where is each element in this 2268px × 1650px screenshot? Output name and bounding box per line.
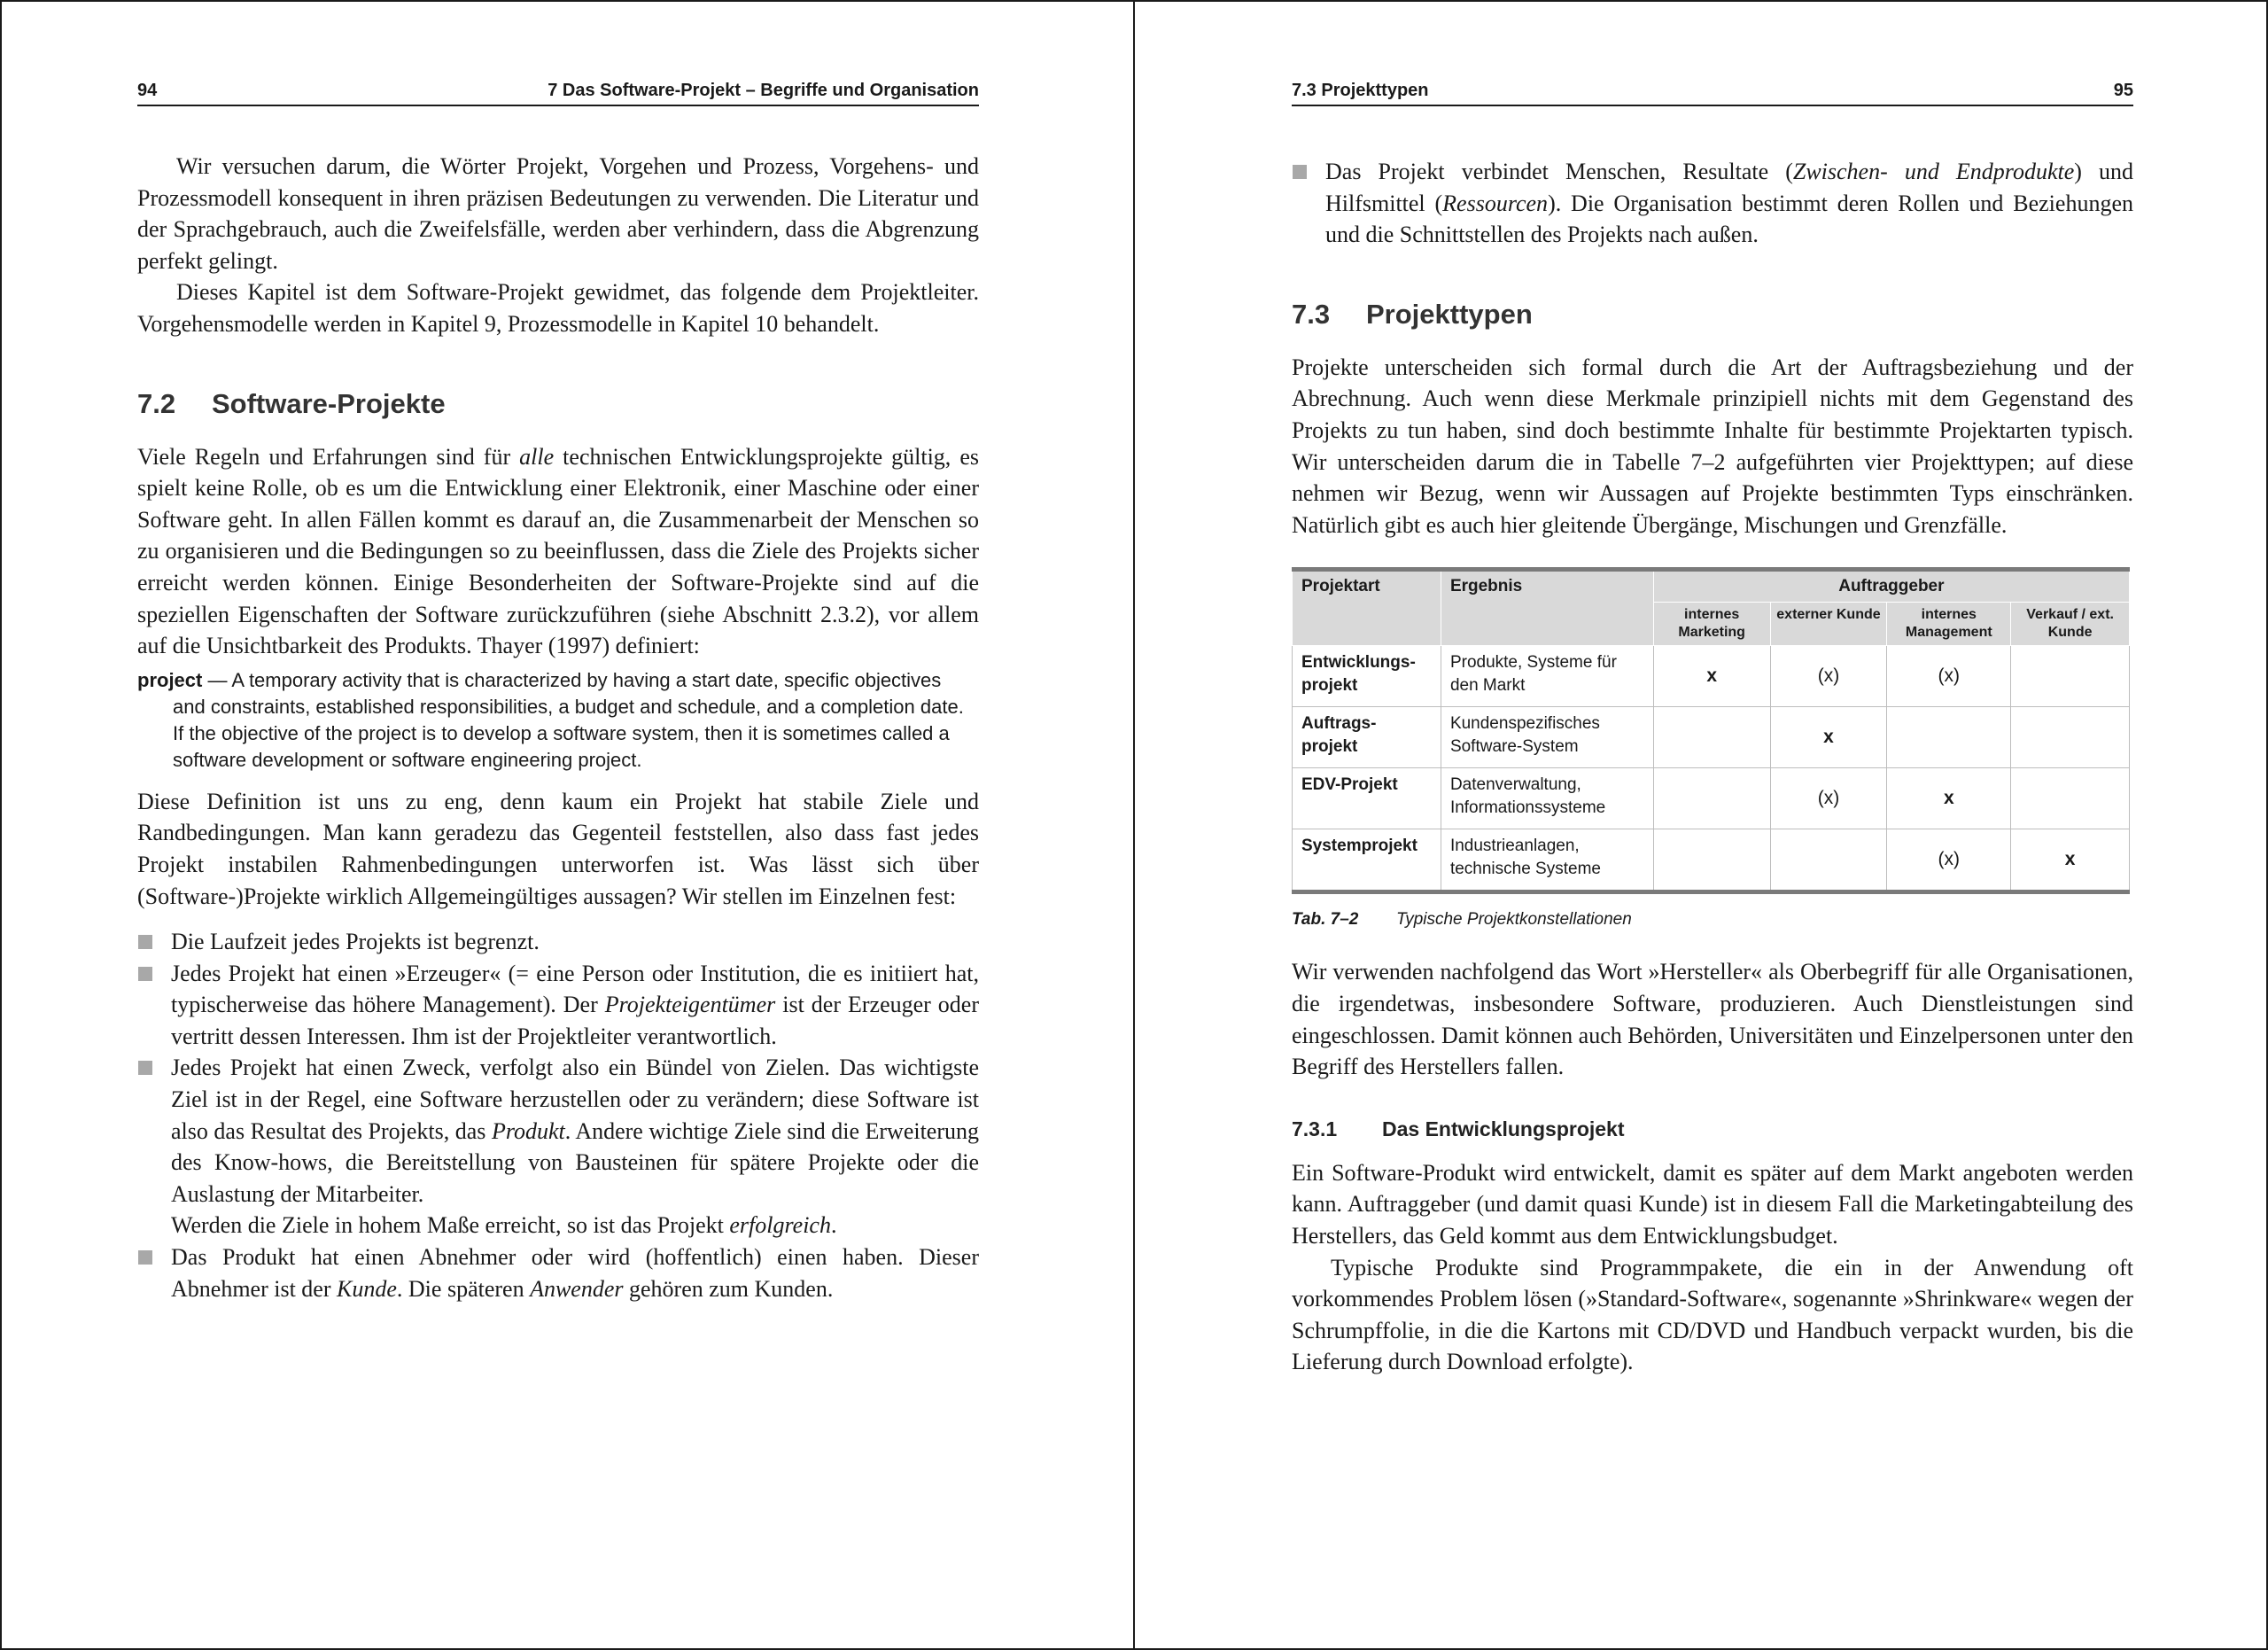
cell-projektart: Entwicklungs-projekt — [1293, 646, 1441, 707]
cell-ergebnis: Produkte, Systeme für den Markt — [1441, 646, 1653, 707]
cell-auftraggeber-mark: (x) — [1770, 646, 1887, 707]
cell-auftraggeber-mark — [1653, 768, 1770, 829]
body-paragraph: Projekte unterscheiden sich formal durch die Art der Auftragsbeziehung und der Abrechnung. Auch wenn diese Merkmale prinzipiell nichts mit dem Gegenstand des Projekts zu tun haben, sind doch bestimmte Inhalte für bestimmte Projektarten typisch. Wir unterscheiden darum die in Tabelle 7–2 aufgeführten vier Projekttypen; auf diese nehmen wir Bezug, wenn wir Aussagen auf Projekte bestimmten Typs einschränken. Natürlich gibt es auch hier gleitende Übergänge, Mischungen und Grenzfälle. — [1292, 354, 2133, 538]
section-number: 7.3 — [1292, 298, 1331, 330]
page-number: 94 — [137, 81, 158, 100]
cell-auftraggeber-mark — [1770, 829, 1887, 892]
section-number: 7.2 — [137, 387, 176, 419]
table-row — [1293, 707, 2130, 768]
right-page-content — [1292, 156, 2133, 1378]
table-subheader: externer Kunde — [1770, 603, 1887, 646]
cell-auftraggeber-mark — [1653, 707, 1770, 768]
definition-term: project — [137, 668, 203, 691]
list-item: Die Laufzeit jedes Projekts ist begrenzt. — [137, 926, 979, 958]
cell-projektart: Systemprojekt — [1293, 829, 1441, 892]
section-title: Software-Projekte — [212, 387, 446, 419]
list-item: Jedes Projekt hat einen Zweck, verfolgt also ein Bündel von Zielen. Das wichtigste Ziel ist in der Regel, eine Software herzustellen oder zu verändern; diese Software ist also das Resultat des Projekts, das Produkt. Andere wichtige Ziele sind die Erweiterung des Know-hows, die Bereitstellung von Bausteinen für spätere Projekte oder die Auslastung der Mitarbeiter. Werden die Ziele in hohem Maße erreicht, so ist das Projekt erfolgreich. — [137, 1052, 979, 1241]
cell-projektart: EDV-Projekt — [1293, 768, 1441, 829]
section-title: Projekttypen — [1366, 298, 1533, 330]
cell-auftraggeber-mark: x — [2011, 829, 2130, 892]
bullet-list — [1292, 156, 2133, 251]
chapter-title: 7 Das Software-Projekt – Begriffe und Organisation — [548, 81, 979, 100]
cell-auftraggeber-mark — [1653, 829, 1770, 892]
cell-auftraggeber-mark — [2011, 768, 2130, 829]
table-header-auftraggeber: Auftraggeber — [1653, 570, 2129, 603]
list-item: Das Projekt verbindet Menschen, Resultate (Zwischen- und Endprodukte) und Hilfsmittel (Ressourcen). Die Organisation bestimmt deren Rollen und Beziehungen und die Schnittstellen des Projekts nach außen. — [1292, 156, 2133, 251]
cell-auftraggeber-mark: (x) — [1770, 768, 1887, 829]
section-heading — [1292, 297, 2133, 332]
cell-ergebnis: Kundenspezifisches Software-System — [1441, 707, 1653, 768]
body-paragraph: Diese Definition ist uns zu eng, denn kaum ein Projekt hat stabile Ziele und Randbedingungen. Man kann geradezu das Gegenteil feststellen, also dass fast jedes Projekt instabilen Rahmenbedingungen unterworfen ist. Was lässt sich über (Software-)Projekte wirklich Allgemeingültiges aussagen? Wir stellen im Einzelnen fest: — [137, 788, 979, 909]
intro-paragraph: Dieses Kapitel ist dem Software-Projekt gewidmet, das folgende dem Projektleiter. Vorgehensmodelle werden in Kapitel 9, Prozessmodelle in Kapitel 10 behandelt. — [137, 279, 979, 337]
intro-paragraph: Wir versuchen darum, die Wörter Projekt, Vorgehen und Prozess, Vorgehens- und Prozessmodell konsequent in ihren präzisen Bedeutungen zu verwenden. Die Literatur und der Sprachgebrauch, auch die Zweifelsfälle, werden aber verhindern, dass die Abgrenzung perfekt gelingt. — [137, 153, 979, 274]
cell-ergebnis: Industrieanlagen, technische Systeme — [1441, 829, 1653, 892]
table-row — [1293, 829, 2130, 892]
cell-auftraggeber-mark — [2011, 646, 2130, 707]
cell-auftraggeber-mark: x — [1653, 646, 1770, 707]
square-bullet-icon — [138, 1061, 152, 1075]
body-paragraph: Wir verwenden nachfolgend das Wort »Hersteller« als Oberbegriff für alle Organisationen, die irgendetwas, insbesondere Software, produzieren. Auch Dienstleistungen sind eingeschlossen. Damit können auch Behörden, Universitäten und Einzelpersonen unter den Begriff des Herstellers fallen. — [1292, 959, 2133, 1080]
subsection-number: 7.3.1 — [1292, 1117, 1338, 1140]
square-bullet-icon — [138, 967, 152, 981]
cell-auftraggeber-mark: x — [1770, 707, 1887, 768]
square-bullet-icon — [138, 1250, 152, 1265]
cell-auftraggeber-mark: (x) — [1887, 829, 2011, 892]
bullet-list — [137, 926, 979, 1304]
subsection-heading — [1292, 1115, 2133, 1143]
running-head-left — [137, 78, 979, 106]
table-header-ergebnis: Ergebnis — [1441, 570, 1653, 646]
square-bullet-icon — [138, 935, 152, 949]
cell-auftraggeber-mark: (x) — [1887, 646, 2011, 707]
definition-block — [137, 667, 979, 774]
cell-ergebnis: Datenverwaltung, Informationssysteme — [1441, 768, 1653, 829]
body-paragraph: Typische Produkte sind Programmpakete, die ein in der Anwendung oft vorkommendes Problem lösen (»Standard-Software«, sogenannte »Shrinkware« wegen der Schrumpffolie, in die die Kartons mit CD/DVD und Handbuch verpackt wurden, bis die Lieferung durch Download erfolgte). — [1292, 1254, 2133, 1375]
page-number: 95 — [2113, 81, 2133, 100]
page-gutter — [1133, 0, 1135, 1650]
list-item: Das Produkt hat einen Abnehmer oder wird (hoffentlich) einen haben. Dieser Abnehmer ist der Kunde. Die späteren Anwender gehören zum Kunden. — [137, 1241, 979, 1304]
cell-auftraggeber-mark — [2011, 707, 2130, 768]
left-page-content — [137, 151, 979, 1304]
caption-text: Typische Projektkonstellationen — [1396, 910, 1632, 930]
caption-label: Tab. 7–2 — [1292, 910, 1359, 930]
body-paragraph: Ein Software-Produkt wird entwickelt, damit es später auf dem Markt angeboten werden kann. Auftraggeber (und damit quasi Kunde) ist in diesem Fall die Marketingabteilung des Herstellers, das Geld kommt aus dem Entwicklungsbudget. — [1292, 1159, 2133, 1249]
body-paragraph: Viele Regeln und Erfahrungen sind für alle technischen Entwicklungsprojekte gültig, es spielt keine Rolle, ob es um die Entwicklung einer Elektronik, einer Maschine oder einer Software geht. In allen Fällen kommt es darauf an, die Zusammenarbeit der Menschen so zu organisieren und die Bedingungen so zu beeinflussen, dass die Ziele des Projekts sicher erreicht werden können. Einige Besonderheiten der Software-Projekte sind auf die speziellen Eigenschaften der Software zurückzuführen (siehe Abschnitt 2.3.2), vor allem auf die Unsichtbarkeit des Produkts. Thayer (1997) definiert: — [137, 443, 979, 659]
cell-auftraggeber-mark — [1887, 707, 2011, 768]
cell-projektart: Auftrags-projekt — [1293, 707, 1441, 768]
table-row — [1293, 768, 2130, 829]
table-subheader: internes Marketing — [1653, 603, 1770, 646]
table-header-projektart: Projektart — [1293, 570, 1441, 646]
project-types-table — [1292, 567, 2130, 894]
table-caption — [1292, 910, 2133, 930]
section-heading — [137, 386, 979, 422]
cell-auftraggeber-mark: x — [1887, 768, 2011, 829]
square-bullet-icon — [1293, 165, 1307, 179]
section-header: 7.3 Projekttypen — [1292, 81, 1429, 100]
definition-text: — A temporary activity that is characterized by having a start date, specific objectives and constraints, established responsibilities, a budget and schedule, and a completion date. If the objective of the project is to develop a software system, then it is sometimes called a software development or software engineering project. — [173, 668, 964, 771]
table-subheader: internes Management — [1887, 603, 2011, 646]
running-head-right — [1292, 78, 2133, 106]
table-subheader: Verkauf / ext. Kunde — [2011, 603, 2130, 646]
subsection-title: Das Entwicklungsprojekt — [1382, 1117, 1625, 1140]
list-item: Jedes Projekt hat einen »Erzeuger« (= eine Person oder Institution, die es initiiert hat, typischerweise das höhere Management). Der Projekteigentümer ist der Erzeuger oder vertritt dessen Interessen. Ihm ist der Projektleiter verantwortlich. — [137, 958, 979, 1053]
table-row — [1293, 646, 2130, 707]
